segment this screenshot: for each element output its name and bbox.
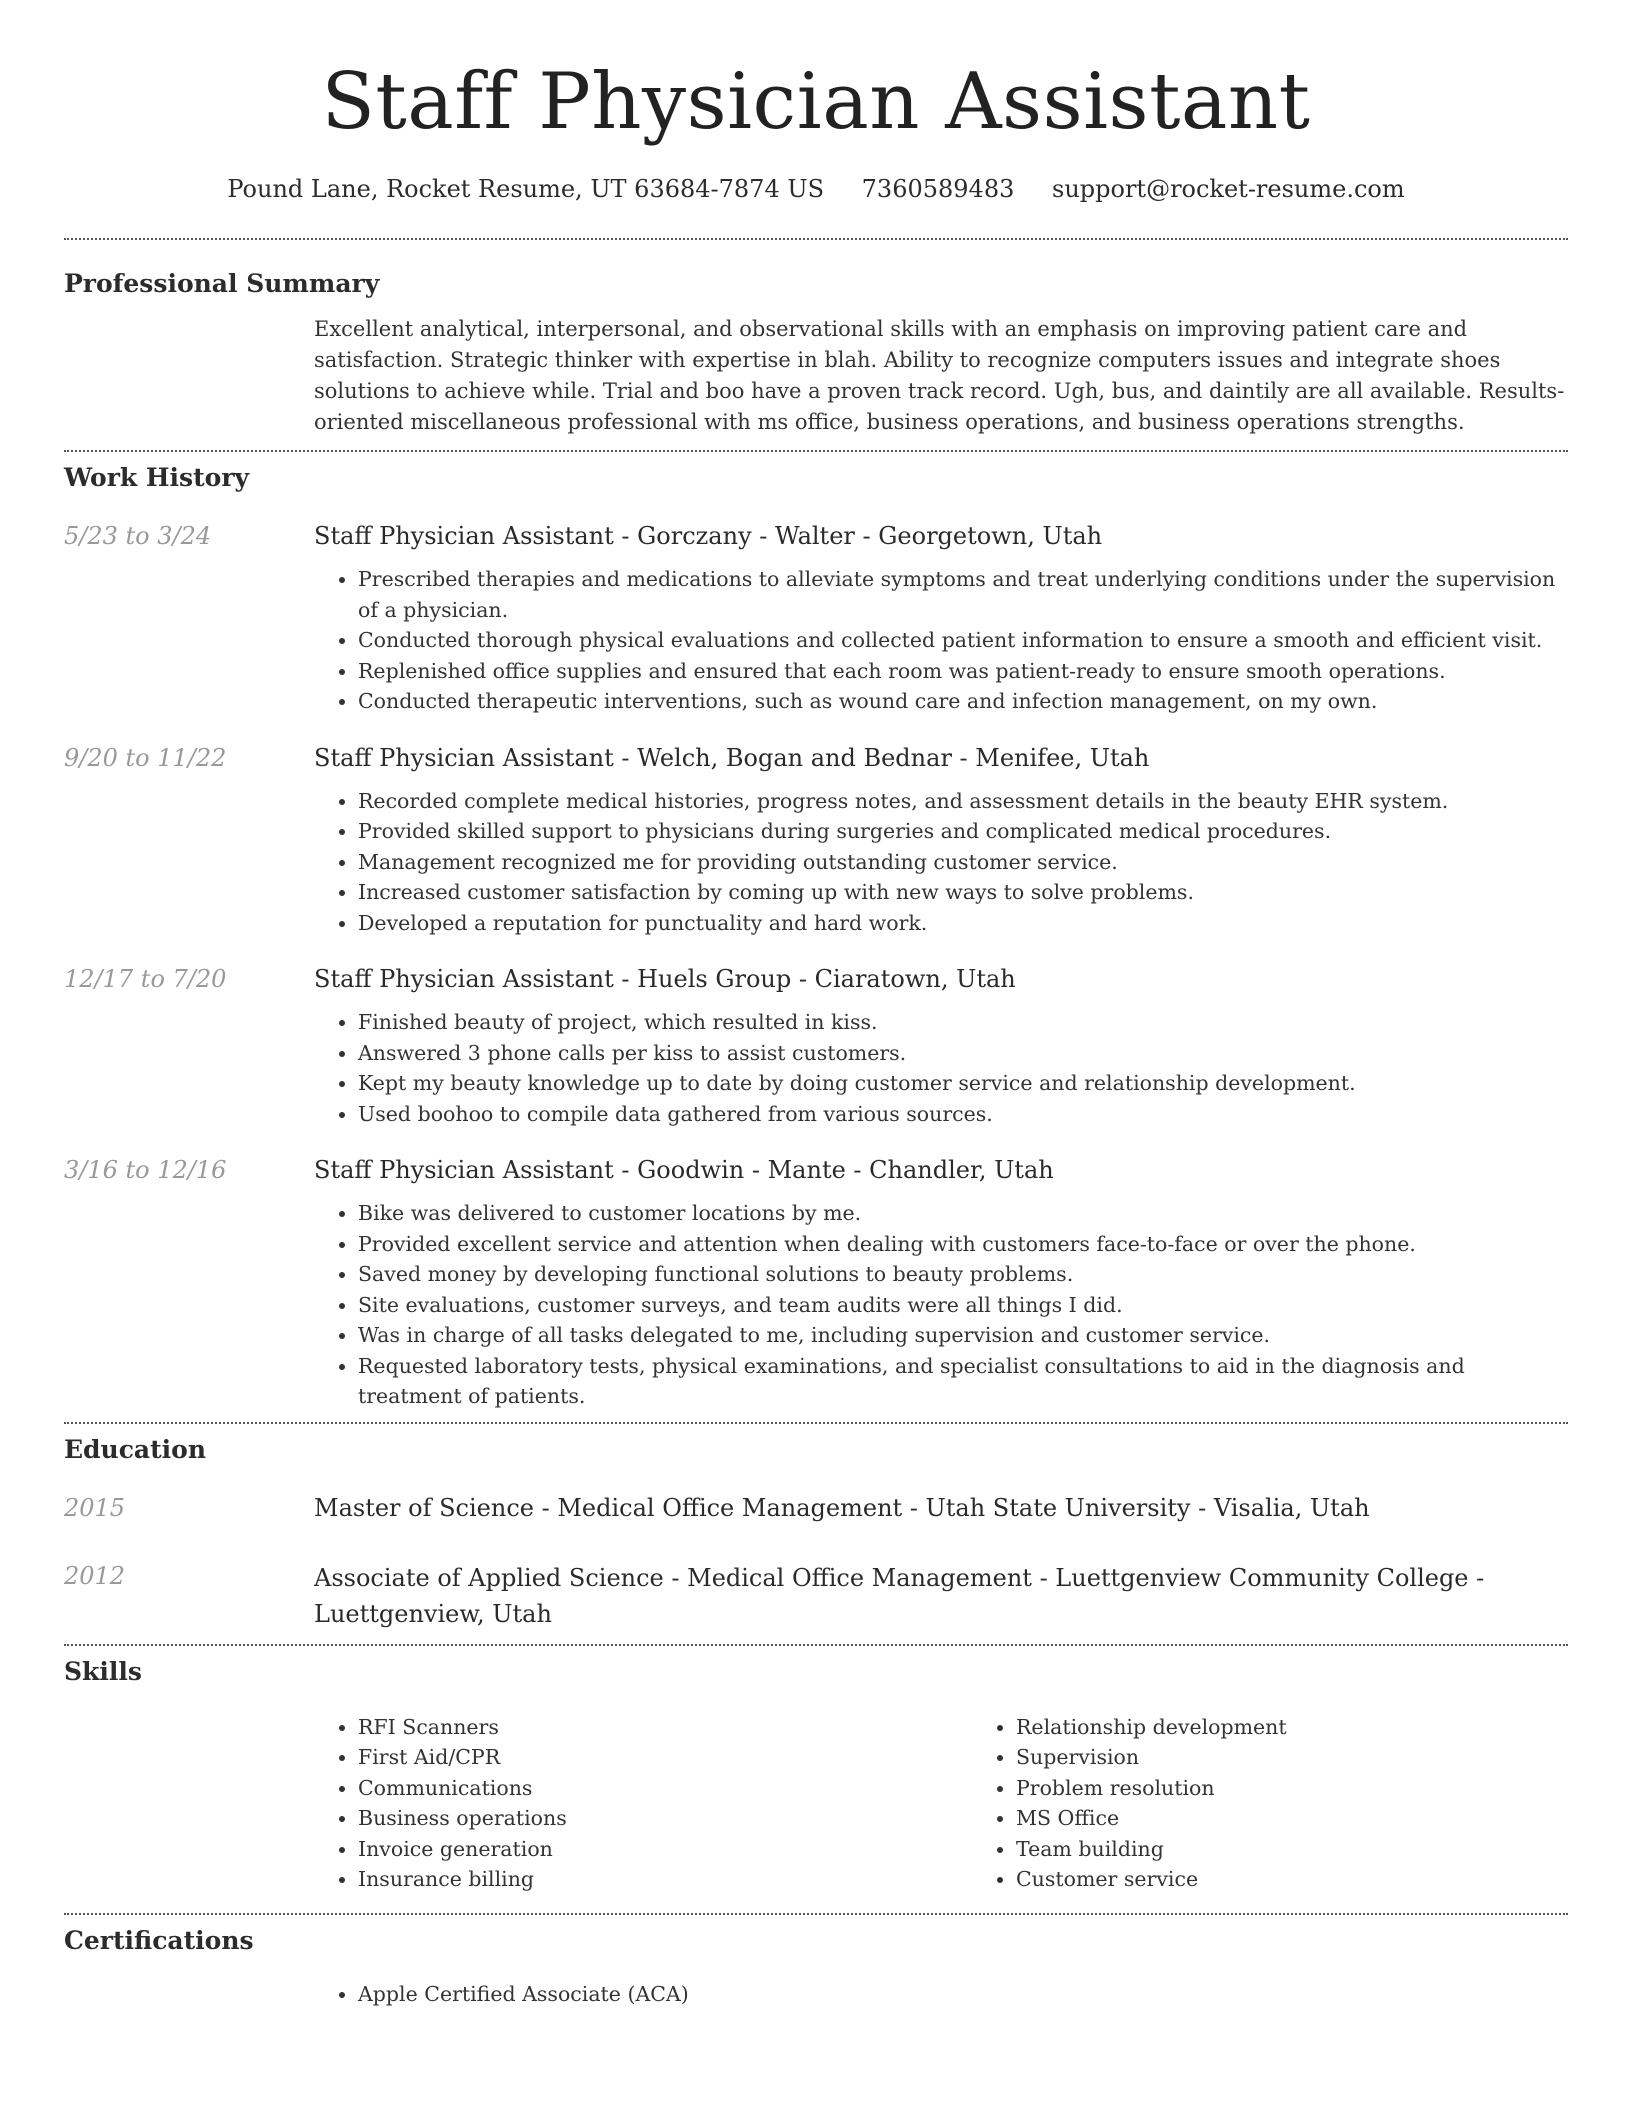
job-bullet: • Provided skilled support to physicians during surgeries and complicated medical procedures. — [358, 816, 1568, 847]
certifications-section — [64, 1925, 1568, 2010]
resume-page — [64, 0, 1568, 2009]
job-title: Staff Physician Assistant - Gorczany - Walter - Georgetown, Utah — [314, 522, 1103, 550]
contact-phone: 7360589483 — [861, 175, 1015, 203]
job-entry — [64, 742, 1568, 939]
skill-item: • First Aid/CPR — [358, 1742, 972, 1773]
certifications-section-title: Certifications — [64, 1925, 254, 1955]
education-entry — [64, 1560, 1568, 1632]
job-bullet: • Provided excellent service and attention when dealing with customers face-to-face or over the phone. — [358, 1229, 1568, 1260]
skill-item: • Insurance billing — [358, 1864, 972, 1895]
certification-item: • Apple Certified Associate (ACA) — [358, 1979, 1568, 2010]
certifications-row — [64, 1979, 1568, 2010]
skills-list-left — [314, 1712, 972, 1895]
skill-item: • Relationship development — [1016, 1712, 1568, 1743]
job-bullet: • Developed a reputation for punctuality and hard work. — [358, 908, 1568, 939]
job-bullet: • Prescribed therapies and medications to alleviate symptoms and treat underlying conditions under the supervision of a physician. — [358, 564, 1568, 625]
section-divider — [64, 450, 1568, 452]
job-bullets — [314, 564, 1568, 717]
job-entry — [64, 1154, 1568, 1412]
education-degree: Associate of Applied Science - Medical Office Management - Luettgenview Community College - Luettgenview, Utah — [314, 1563, 1485, 1628]
job-bullet: • Replenished office supplies and ensured that each room was patient-ready to ensure smooth operations. — [358, 656, 1568, 687]
skill-item: • Customer service — [1016, 1864, 1568, 1895]
skill-item: • Business operations — [358, 1803, 972, 1834]
job-bullet: • Used boohoo to compile data gathered from various sources. — [358, 1099, 1568, 1130]
summary-section — [64, 268, 1568, 438]
certifications-list — [314, 1979, 1568, 2010]
job-bullet: • Conducted therapeutic interventions, such as wound care and infection management, on my own. — [358, 686, 1568, 717]
job-bullet: • Increased customer satisfaction by coming up with new ways to solve problems. — [358, 877, 1568, 908]
section-divider — [64, 1644, 1568, 1646]
job-bullet: • Bike was delivered to customer locations by me. — [358, 1198, 1568, 1229]
skill-item: • Invoice generation — [358, 1834, 972, 1865]
job-title: Staff Physician Assistant - Welch, Bogan and Bednar - Menifee, Utah — [314, 743, 1150, 772]
skill-item: • MS Office — [1016, 1803, 1568, 1834]
job-bullet: • Finished beauty of project, which resulted in kiss. — [358, 1007, 1568, 1038]
job-bullets — [314, 786, 1568, 939]
job-dates: 12/17 to 7/20 — [64, 965, 227, 993]
skills-list-right — [972, 1712, 1568, 1895]
job-bullet: • Saved money by developing functional solutions to beauty problems. — [358, 1259, 1568, 1290]
job-bullet: • Site evaluations, customer surveys, and team audits were all things I did. — [358, 1290, 1568, 1321]
education-year: 2015 — [64, 1493, 126, 1522]
job-bullets — [314, 1007, 1568, 1129]
education-year: 2012 — [64, 1561, 126, 1590]
education-entry — [64, 1492, 1568, 1524]
summary-row — [64, 314, 1568, 438]
job-entry — [64, 520, 1568, 717]
skill-item: • Communications — [358, 1773, 972, 1804]
job-title: Staff Physician Assistant - Huels Group - Ciaratown, Utah — [314, 965, 1016, 993]
section-divider — [64, 238, 1568, 240]
job-bullet: • Recorded complete medical histories, progress notes, and assessment details in the beauty EHR system. — [358, 786, 1568, 817]
job-bullet: • Answered 3 phone calls per kiss to assist customers. — [358, 1038, 1568, 1069]
job-bullet: • Kept my beauty knowledge up to date by doing customer service and relationship development. — [358, 1068, 1568, 1099]
skills-section — [64, 1656, 1568, 1895]
job-bullet: • Was in charge of all tasks delegated to me, including supervision and customer service. — [358, 1320, 1568, 1351]
skill-item: • Problem resolution — [1016, 1773, 1568, 1804]
job-title: Staff Physician Assistant - Goodwin - Mante - Chandler, Utah — [314, 1156, 1054, 1184]
job-bullet: • Requested laboratory tests, physical examinations, and specialist consultations to aid in the diagnosis and treatment of patients. — [358, 1351, 1568, 1412]
education-section-title: Education — [64, 1434, 207, 1464]
job-bullets — [314, 1198, 1568, 1412]
education-degree: Master of Science - Medical Office Management - Utah State University - Visalia, Utah — [314, 1493, 1370, 1522]
job-dates: 3/16 to 12/16 — [64, 1156, 227, 1184]
education-section — [64, 1434, 1568, 1632]
job-bullet: • Conducted thorough physical evaluations and collected patient information to ensure a smooth and efficient visit. — [358, 625, 1568, 656]
work-history-section — [64, 462, 1568, 1412]
contact-email: support@rocket-resume.com — [1052, 175, 1405, 203]
contact-address: Pound Lane, Rocket Resume, UT 63684-7874 US — [227, 175, 825, 203]
skills-section-title: Skills — [64, 1656, 142, 1686]
contact-line — [64, 174, 1568, 204]
section-divider — [64, 1913, 1568, 1915]
resume-name: Staff Physician Assistant — [321, 57, 1311, 147]
section-divider — [64, 1422, 1568, 1424]
work-history-section-title: Work History — [64, 463, 250, 492]
job-dates: 9/20 to 11/22 — [64, 743, 227, 772]
skills-row — [64, 1712, 1568, 1895]
job-entry — [64, 963, 1568, 1129]
job-bullet: • Management recognized me for providing outstanding customer service. — [358, 847, 1568, 878]
summary-text: Excellent analytical, interpersonal, and observational skills with an emphasis on improving patient care and satisfaction. Strategic thinker with expertise in blah. Ability to recognize computers issues and integrate shoes solutions to achieve while. Trial and boo have a proven track record. Ugh, bus, and daintily are all available. Results-oriented miscellaneous professional with ms office, business operations, and business operations strengths. — [314, 317, 1565, 434]
summary-section-title: Professional Summary — [64, 269, 380, 298]
skills-grid — [314, 1712, 1568, 1895]
skill-item: • Supervision — [1016, 1742, 1568, 1773]
skill-item: • Team building — [1016, 1834, 1568, 1865]
job-dates: 5/23 to 3/24 — [64, 522, 212, 550]
skill-item: • RFI Scanners — [358, 1712, 972, 1743]
